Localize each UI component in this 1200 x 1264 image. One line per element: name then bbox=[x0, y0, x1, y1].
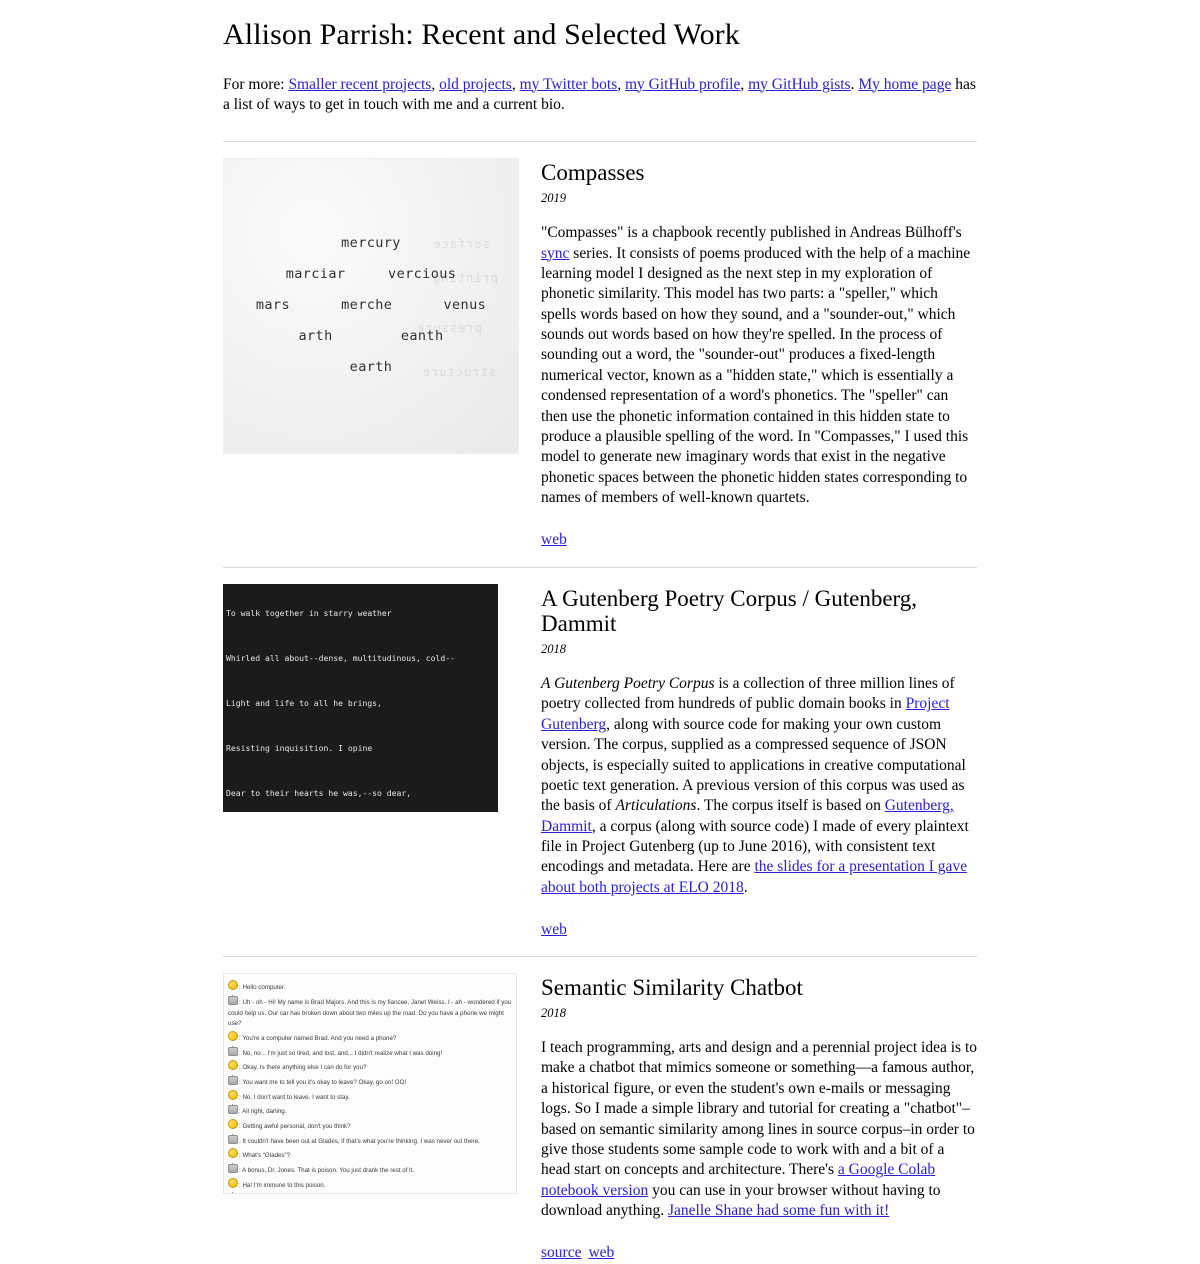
intro-prefix: For more: bbox=[223, 75, 289, 93]
ghost-word-0: surface bbox=[432, 237, 490, 252]
human-face-icon bbox=[228, 1060, 238, 1070]
link-project-gutenberg[interactable]: Project Gutenberg bbox=[541, 695, 950, 733]
typed-line-3: arth eanth bbox=[298, 328, 444, 345]
chat-line-4 bbox=[228, 1060, 512, 1074]
chat-text-8: : Getting awful personal, don't you think? bbox=[239, 1123, 351, 1130]
chat-text-2: : You're a computer named Brad. And you need a phone? bbox=[239, 1034, 397, 1042]
desc-text-c: . The corpus itself is based on bbox=[696, 797, 885, 815]
intro-sep-2: , bbox=[617, 75, 625, 93]
chat-line-7 bbox=[228, 1104, 512, 1118]
section-divider-1 bbox=[223, 141, 977, 142]
chat-line-5 bbox=[228, 1075, 512, 1089]
desc-text-a: I teach programming, arts and design and a perennial project idea is to make a chatbot that mimics someone or something—a famous author, a historical figure, or even the student's own e-mails or messaging logs. So I made a simple library and tutorial for creating a "chatbot"–based on semantic similarity among lines in source corpus–in order to give those students some sample code to work with and a bit of a head start on concepts and architecture. There's bbox=[541, 1039, 977, 1179]
project-title-compasses: Compasses bbox=[541, 160, 645, 186]
intro-sep-3: , bbox=[740, 75, 749, 93]
desc-text-a: "Compasses" is a chapbook recently published in Andreas Bülhoff's bbox=[541, 224, 962, 242]
page-title: Allison Parrish: Recent and Selected Work bbox=[223, 18, 740, 51]
chat-text-11: : A bonus, Dr. Jones. That is poison. You just drank the rest of it. bbox=[239, 1167, 414, 1175]
chat-text-6: : No, I don't want to leave. I want to stay. bbox=[239, 1093, 350, 1101]
human-face-icon bbox=[228, 1031, 238, 1041]
chat-line-13 bbox=[228, 1192, 512, 1194]
desc-text-b: you can use in your browser without having to download anything. bbox=[541, 1181, 941, 1220]
chat-text-0: : Hello computer. bbox=[239, 984, 286, 992]
link-web-gutenberg[interactable]: web bbox=[541, 921, 567, 939]
human-face-icon bbox=[228, 1148, 238, 1158]
desc-em-corpus-title: A Gutenberg Poetry Corpus bbox=[541, 675, 715, 693]
ghost-word-1: printing bbox=[432, 271, 498, 286]
poetry-line-4: Dear to their hearts he was,--so dear, bbox=[226, 788, 412, 799]
robot-face-icon bbox=[228, 1164, 238, 1173]
link-elo-2018-slides[interactable]: the slides for a presentation I gave about both projects at ELO 2018 bbox=[541, 858, 968, 896]
project-title-chatbot: Semantic Similarity Chatbot bbox=[541, 975, 803, 1001]
page-container bbox=[223, 0, 977, 1264]
section-divider-2 bbox=[223, 567, 977, 568]
chat-line-9 bbox=[228, 1134, 512, 1148]
chat-text-10: : What's “Glades”? bbox=[239, 1152, 291, 1160]
link-my-twitter-bots[interactable]: my Twitter bots bbox=[519, 75, 618, 93]
project-links-chatbot bbox=[541, 1243, 977, 1263]
desc-text-e: . bbox=[743, 878, 748, 896]
chat-line-0 bbox=[228, 980, 512, 994]
link-my-github-gists[interactable]: my GitHub gists bbox=[748, 75, 851, 93]
link-google-colab-notebook[interactable]: a Google Colab notebook version bbox=[541, 1161, 936, 1199]
project-year-compasses: 2019 bbox=[541, 191, 566, 206]
poetry-line-2: Light and life to all he brings, bbox=[226, 697, 382, 708]
gutenberg-thumbnail-image[interactable] bbox=[223, 584, 498, 812]
project-body-column bbox=[541, 584, 977, 941]
link-web-chatbot[interactable]: web bbox=[588, 1244, 615, 1262]
link-my-home-page[interactable]: My home page bbox=[858, 75, 952, 93]
project-entry-compasses bbox=[223, 158, 977, 550]
project-links-compasses bbox=[541, 530, 977, 550]
section-divider-3 bbox=[223, 956, 977, 957]
link-sync[interactable]: sync bbox=[541, 244, 570, 262]
intro-paragraph bbox=[223, 75, 977, 116]
link-old-projects[interactable]: old projects bbox=[439, 75, 512, 93]
project-description-compasses bbox=[541, 223, 977, 508]
chat-text-7: : All right, darling. bbox=[239, 1108, 287, 1116]
typewriter-words bbox=[224, 159, 518, 453]
project-links-gutenberg bbox=[541, 920, 977, 940]
ghost-word-3: structure bbox=[421, 365, 496, 380]
project-title-gutenberg: A Gutenberg Poetry Corpus / Gutenberg, Dammit bbox=[541, 585, 918, 637]
poetry-line-0: To walk together in starry weather bbox=[226, 607, 392, 618]
desc-text-a: is a collection of three million lines of poetry collected from hundreds of public domain books in bbox=[541, 675, 955, 713]
robot-face-icon bbox=[228, 1135, 238, 1144]
chat-text-5: : You want me to tell you it's okay to leave? Okay, go on! GO! bbox=[239, 1078, 407, 1086]
poetry-lines bbox=[226, 584, 489, 812]
link-source-chatbot[interactable]: source bbox=[541, 1244, 582, 1262]
project-entry-gutenberg bbox=[223, 584, 977, 941]
project-thumbnail-column bbox=[223, 973, 523, 1194]
chat-text-1: : Uh - oh - Hi! My name is Brad Majors. And this is my fiancee, Janet Weiss. I - ah - wondered if you could help us. Our car has broken down about two miles up the road. Do you have a phone we might use? bbox=[228, 999, 512, 1028]
chat-line-8 bbox=[228, 1119, 512, 1133]
desc-text-b: , along with source code for making your own custom version. The corpus, supplied as a compressed sequence of JSON objects, is especially suited to applications in creative computational poetic text generation. A previous version of this corpus was used as the basis of bbox=[541, 715, 966, 815]
chat-text-4: : Okay. Is there anything else I can do for you? bbox=[239, 1064, 367, 1072]
robot-face-icon bbox=[228, 1047, 238, 1056]
intro-sep-1: , bbox=[511, 75, 520, 93]
human-face-icon bbox=[228, 1178, 238, 1188]
typed-line-1: marciar vercious bbox=[285, 266, 457, 283]
chat-line-3 bbox=[228, 1046, 512, 1060]
robot-face-icon bbox=[228, 996, 238, 1005]
human-face-icon bbox=[228, 1090, 238, 1100]
project-entry-chatbot bbox=[223, 973, 977, 1263]
robot-face-icon bbox=[228, 1193, 238, 1194]
chat-line-12 bbox=[228, 1178, 512, 1192]
chat-line-1 bbox=[228, 995, 512, 1030]
chat-line-6 bbox=[228, 1090, 512, 1104]
project-thumbnail-column bbox=[223, 584, 523, 812]
chat-text-3: : No, no... I'm just so tired, and lost, and... I didn't realize what I was doing! bbox=[239, 1049, 443, 1057]
intro-suffix: has a list of ways to get in touch with me and a current bio. bbox=[223, 75, 976, 113]
project-description-chatbot bbox=[541, 1038, 977, 1221]
project-body-column bbox=[541, 158, 977, 550]
typed-line-0: mercury bbox=[341, 235, 401, 252]
compasses-thumbnail-image[interactable] bbox=[223, 158, 519, 454]
desc-text-b: series. It consists of poems produced with the help of a machine learning model I designed as the next step in my exploration of phonetic similarity. This model has two parts: a "speller," which spells words based on how they sound, and a "sounder-out," which sounds out words based on how they're spelled. In the process of sounding out a word, the "sounder-out" produces a fixed-length numerical vector, known as a "hidden state," which is essentially a condensed representation of a word's phonetics. The "speller" can then use the phonetic information contained in this hidden state to produce a plausible spelling of the word. In "Compasses," I used this model to generate new imaginary words that exist in the negative phonetic spaces between the phonetic hidden states corresponding to names of members of well-known quartets. bbox=[541, 244, 971, 507]
link-my-github-profile[interactable]: my GitHub profile bbox=[624, 75, 741, 93]
project-body-column bbox=[541, 973, 977, 1263]
project-description-gutenberg bbox=[541, 674, 977, 898]
link-gutenberg-dammit[interactable]: Gutenberg, Dammit bbox=[541, 797, 954, 835]
project-year-chatbot: 2018 bbox=[541, 1006, 566, 1021]
chatbot-thumbnail-image[interactable] bbox=[223, 973, 517, 1194]
link-janelle-shane[interactable]: Janelle Shane had some fun with it! bbox=[668, 1202, 890, 1220]
robot-face-icon bbox=[228, 1076, 238, 1085]
intro-sep-4: . bbox=[850, 75, 859, 93]
link-web-compasses[interactable]: web bbox=[541, 531, 567, 549]
chat-text-12: : Ha! I'm immune to this poison. bbox=[239, 1181, 326, 1189]
human-face-icon bbox=[228, 980, 238, 990]
project-year-gutenberg: 2018 bbox=[541, 642, 566, 657]
poetry-line-1: Whirled all about--dense, multitudinous, cold-- bbox=[226, 652, 456, 663]
ghost-word-2: pressure bbox=[416, 321, 482, 336]
desc-em-articulations: Articulations bbox=[615, 797, 697, 815]
human-face-icon bbox=[228, 1119, 238, 1129]
robot-face-icon bbox=[228, 1105, 238, 1114]
desc-text-d: , a corpus (along with source code) I made of every plaintext file in Project Gutenberg (up to June 2016), with consistent text encodings and metadata. Here are bbox=[541, 817, 969, 876]
intro-sep-0: , bbox=[431, 75, 440, 93]
link-smaller-recent-projects[interactable]: Smaller recent projects bbox=[288, 75, 432, 93]
chat-line-2 bbox=[228, 1031, 512, 1045]
project-thumbnail-column bbox=[223, 158, 523, 454]
poetry-line-3: Resisting inquisition. I opine bbox=[226, 743, 373, 754]
typed-line-4: earth bbox=[349, 359, 393, 376]
chat-text-9: : It couldn't have been out at Glades, if that's what you're thinking. I was never out there. bbox=[239, 1137, 480, 1145]
chat-line-11 bbox=[228, 1163, 512, 1177]
typed-line-2: mars merche venus bbox=[255, 297, 487, 314]
chat-line-10 bbox=[228, 1148, 512, 1162]
